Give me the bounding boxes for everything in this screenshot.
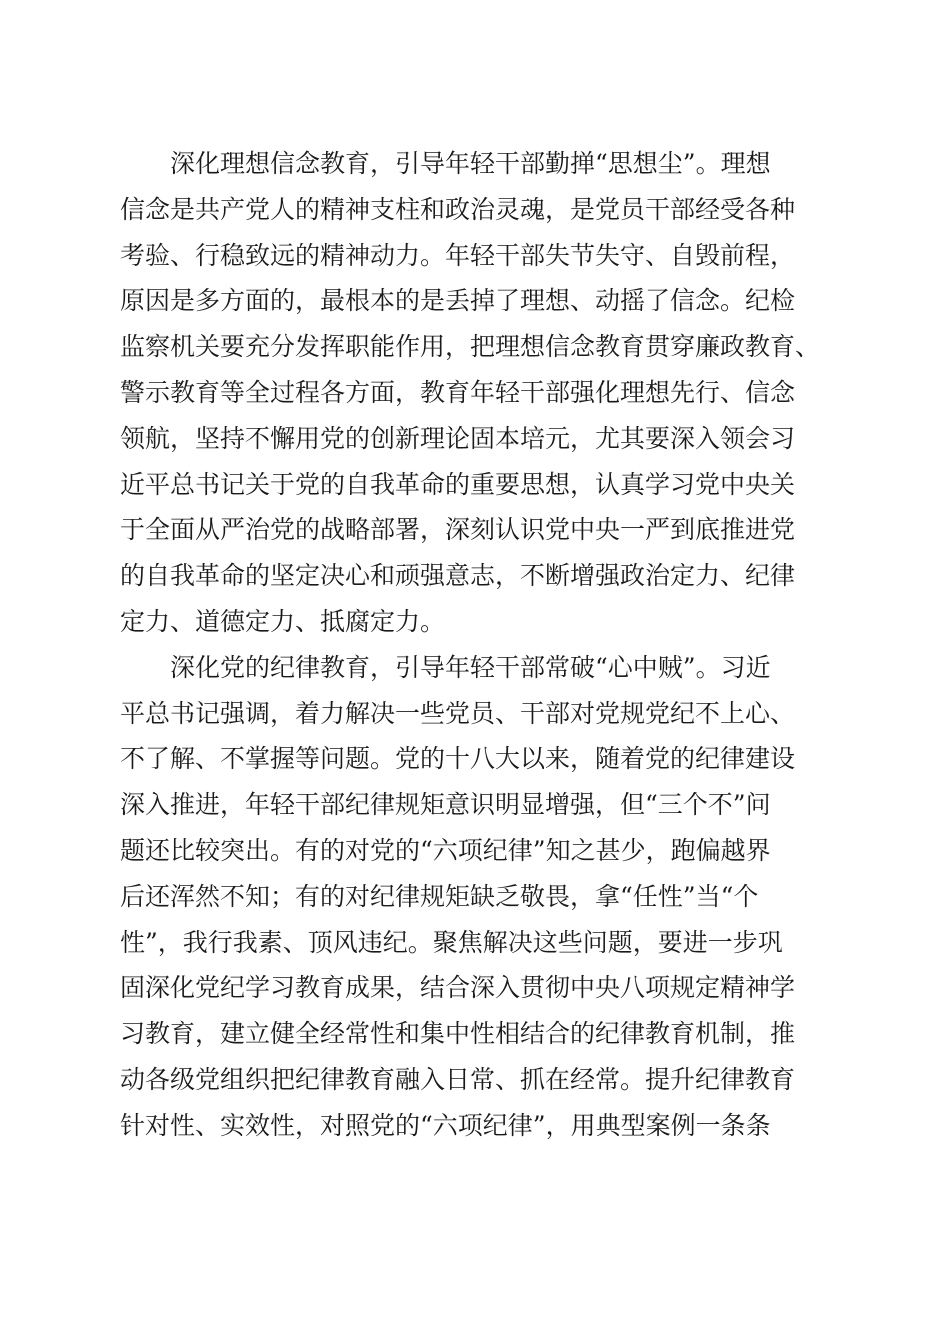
paragraph-line: 性”，我行我素、顶风违纪。聚焦解决这些问题，要进一步巩 <box>120 927 783 957</box>
paragraph <box>120 645 840 1149</box>
paragraph-line: 动各级党组织把纪律教育融入日常、抓在经常。提升纪律教育 <box>120 1064 796 1094</box>
document-body <box>120 141 840 1149</box>
paragraph-line: 警示教育等全过程各方面，教育年轻干部强化理想先行、信念 <box>120 377 796 407</box>
paragraph-line: 定力、道德定力、抵腐定力。 <box>120 606 446 636</box>
paragraph-line: 针对性、实效性，对照党的“六项纪律”，用典型案例一条条 <box>120 1110 771 1140</box>
paragraph-line: 不了解、不掌握等问题。党的十八大以来，随着党的纪律建设 <box>120 744 796 774</box>
paragraph-line: 深入推进，年轻干部纪律规矩意识明显增强，但“三个不”问 <box>120 790 771 820</box>
paragraph-line: 近平总书记关于党的自我革命的重要思想，认真学习党中央关 <box>120 469 796 499</box>
paragraph-line: 信念是共产党人的精神支柱和政治灵魂，是党员干部经受各种 <box>120 194 796 224</box>
paragraph-first-line: 深化理想信念教育，引导年轻干部勤掸“思想尘”。理想 <box>170 149 771 178</box>
paragraph-line: 的自我革命的坚定决心和顽强意志，不断增强政治定力、纪律 <box>120 561 796 591</box>
paragraph-line: 领航，坚持不懈用党的创新理论固本培元，尤其要深入领会习 <box>120 423 796 453</box>
paragraph-line: 后还浑然不知；有的对纪律规矩缺乏敬畏，拿“任性”当“个 <box>120 881 759 911</box>
paragraph-line: 固深化党纪学习教育成果，结合深入贯彻中央八项规定精神学 <box>120 973 796 1003</box>
paragraph-line: 考验、行稳致远的精神动力。年轻干部失节失守、自毁前程， <box>120 240 796 270</box>
paragraph-line: 原因是多方面的，最根本的是丢掉了理想、动摇了信念。纪检 <box>120 286 796 316</box>
paragraph-first-line: 深化党的纪律教育，引导年轻干部常破“心中贼”。习近 <box>170 652 771 682</box>
paragraph-line: 平总书记强调，着力解决一些党员、干部对党规党纪不上心、 <box>120 698 796 728</box>
paragraph-line: 于全面从严治党的战略部署，深刻认识党中央一严到底推进党 <box>120 515 796 545</box>
paragraph <box>120 141 840 645</box>
paragraph-line: 监察机关要充分发挥职能作用，把理想信念教育贯穿廉政教育、 <box>120 332 821 362</box>
paragraph-line: 题还比较突出。有的对党的“六项纪律”知之甚少，跑偏越界 <box>120 835 771 865</box>
paragraph-line: 习教育，建立健全经常性和集中性相结合的纪律教育机制，推 <box>120 1019 796 1049</box>
